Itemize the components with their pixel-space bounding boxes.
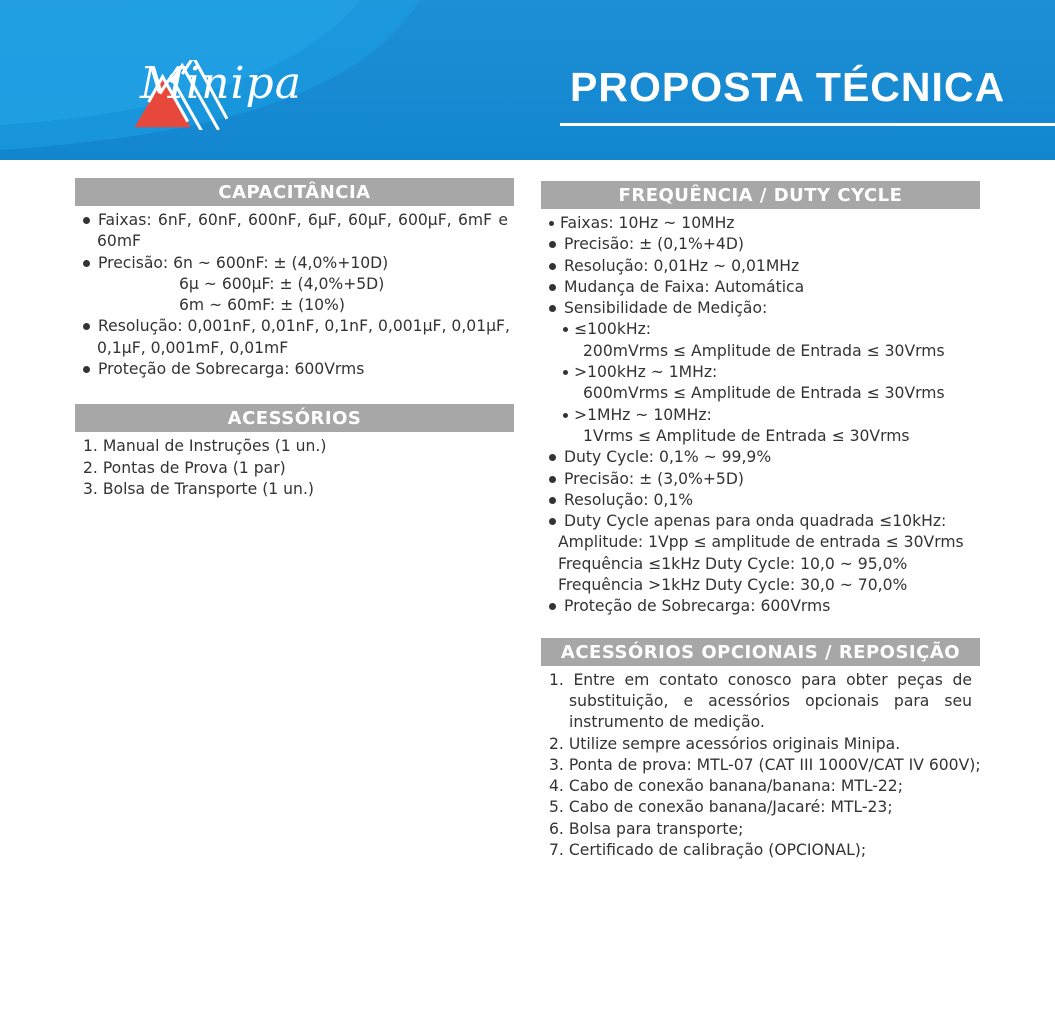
bullet-icon — [549, 476, 556, 483]
bullet-icon — [549, 263, 556, 270]
list-item: 1. Manual de Instruções (1 un.) — [83, 437, 327, 456]
capacitancia-heading: CAPACITÂNCIA — [75, 178, 514, 206]
list-item-continued: 0,1µF, 0,001mF, 0,01mF — [97, 338, 289, 357]
list-item: Resolução: 0,001nF, 0,01nF, 0,1nF, 0,001µF, 0,01µF, — [83, 316, 508, 337]
list-item: 6. Bolsa para transporte; — [549, 819, 744, 838]
bullet-icon — [549, 518, 556, 525]
header-banner — [0, 0, 1055, 160]
bullet-icon — [549, 603, 556, 610]
frequencia-list — [541, 209, 980, 618]
acessorios-list — [75, 432, 514, 500]
list-item-continued: Frequência >1kHz Duty Cycle: 30,0 ~ 70,0% — [558, 576, 908, 595]
list-item-continued: 6µ ~ 600µF: ± (4,0%+5D) — [179, 274, 385, 293]
list-item: Duty Cycle apenas para onda quadrada ≤10kHz: — [549, 511, 976, 532]
list-item: Proteção de Sobrecarga: 600Vrms — [549, 596, 976, 617]
list-item: 3. Ponta de prova: MTL-07 (CAT III 1000V/CAT IV 600V); — [549, 755, 981, 774]
bullet-icon — [549, 497, 556, 504]
list-item-continued: 60mF — [97, 232, 142, 251]
bullet-icon — [563, 327, 568, 332]
bullet-icon — [563, 413, 568, 418]
sub-list-value: 1Vrms ≤ Amplitude de Entrada ≤ 30Vrms — [583, 426, 910, 445]
bullet-icon — [549, 221, 554, 226]
list-item: Precisão: ± (3,0%+5D) — [549, 469, 976, 490]
list-item: Precisão: ± (0,1%+4D) — [549, 234, 976, 255]
sub-list-item: ≤100kHz: — [549, 319, 976, 340]
acessorios-heading: ACESSÓRIOS — [75, 404, 514, 432]
left-column — [75, 178, 514, 500]
list-item: Duty Cycle: 0,1% ~ 99,9% — [549, 447, 976, 468]
bullet-icon — [549, 241, 556, 248]
bullet-icon — [83, 323, 90, 330]
list-item-continued: Amplitude: 1Vpp ≤ amplitude de entrada ≤ 30Vrms — [558, 533, 964, 552]
list-item: 2. Pontas de Prova (1 par) — [83, 458, 286, 477]
sub-list-item: >100kHz ~ 1MHz: — [549, 362, 976, 383]
frequencia-heading: FREQUÊNCIA / DUTY CYCLE — [541, 181, 980, 209]
title-underline — [560, 123, 1055, 126]
list-item: 5. Cabo de conexão banana/Jacaré: MTL-23; — [549, 798, 893, 817]
list-item: Resolução: 0,1% — [549, 490, 976, 511]
sub-list-value: 200mVrms ≤ Amplitude de Entrada ≤ 30Vrms — [583, 341, 945, 360]
list-item: Resolução: 0,01Hz ~ 0,01MHz — [549, 256, 976, 277]
bullet-icon — [563, 370, 568, 375]
list-item: Faixas: 6nF, 60nF, 600nF, 6µF, 60µF, 600µF, 6mF e — [83, 210, 508, 231]
list-item: 1. Entre em contato conosco para obter peças de — [549, 670, 972, 689]
opcionais-heading: ACESSÓRIOS OPCIONAIS / REPOSIÇÃO — [541, 638, 980, 666]
bullet-icon — [83, 366, 90, 373]
bullet-icon — [83, 260, 90, 267]
list-item: Precisão: 6n ~ 600nF: ± (4,0%+10D) — [83, 253, 508, 274]
sub-list-item: >1MHz ~ 10MHz: — [549, 405, 976, 426]
list-item: Sensibilidade de Medição: — [549, 298, 976, 319]
capacitancia-list — [75, 206, 514, 380]
list-item: 4. Cabo de conexão banana/banana: MTL-22; — [549, 777, 903, 796]
list-item: Proteção de Sobrecarga: 600Vrms — [83, 359, 508, 380]
page-title: PROPOSTA TÉCNICA — [570, 64, 1006, 110]
list-item: Mudança de Faixa: Automática — [549, 277, 976, 298]
bullet-icon — [549, 454, 556, 461]
sub-list-value: 600mVrms ≤ Amplitude de Entrada ≤ 30Vrms — [583, 384, 945, 403]
list-item: 2. Utilize sempre acessórios originais Minipa. — [549, 734, 901, 753]
bullet-icon — [83, 217, 90, 224]
brand-name: Minipa — [140, 58, 302, 109]
list-item: Faixas: 10Hz ~ 10MHz — [549, 213, 976, 234]
list-item-continued: Frequência ≤1kHz Duty Cycle: 10,0 ~ 95,0% — [558, 554, 908, 573]
list-item: 7. Certificado de calibração (OPCIONAL); — [549, 841, 867, 860]
opcionais-list — [541, 666, 980, 862]
bullet-icon — [549, 305, 556, 312]
list-item-continued: instrumento de medição. — [569, 713, 765, 732]
list-item-continued: substituição, e acessórios opcionais para seu — [569, 691, 972, 710]
bullet-icon — [549, 284, 556, 291]
list-item: 3. Bolsa de Transporte (1 un.) — [83, 479, 314, 498]
right-column — [541, 181, 980, 861]
list-item-continued: 6m ~ 60mF: ± (10%) — [179, 296, 345, 315]
